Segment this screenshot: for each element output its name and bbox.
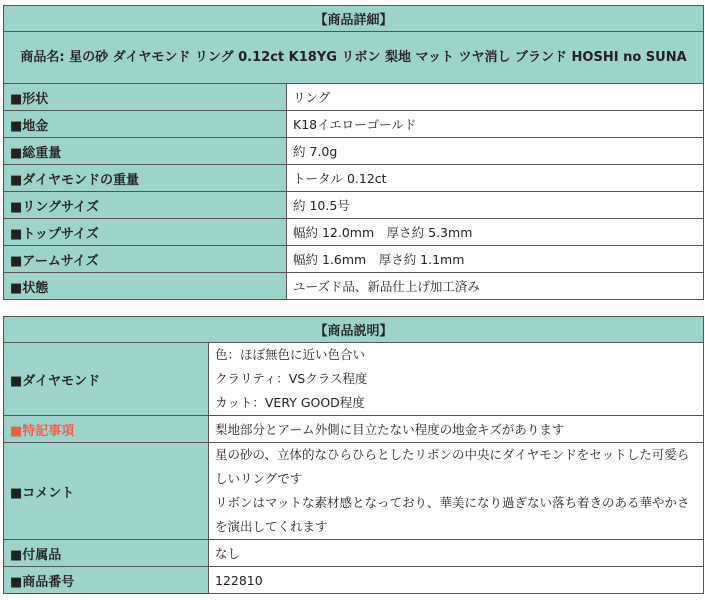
notes-value: 梨地部分とアーム外側に目立たない程度の地金キズがあります <box>209 416 704 443</box>
description-row-notes <box>4 416 704 443</box>
detail-value: リング <box>287 84 704 111</box>
detail-label: ■総重量 <box>4 138 287 165</box>
detail-label: ■形状 <box>4 84 287 111</box>
detail-row-condition <box>4 273 704 300</box>
accessories-value: なし <box>209 540 704 567</box>
detail-value: トータル 0.12ct <box>287 165 704 192</box>
comment-text <box>209 443 704 540</box>
detail-value: 約 7.0g <box>287 138 704 165</box>
diamond-clarity-line: クラリティ：VSクラス程度 <box>215 371 368 386</box>
detail-label: ■状態 <box>4 273 287 300</box>
detail-label: ■リングサイズ <box>4 192 287 219</box>
diamond-spec-list <box>209 343 704 416</box>
item-number-label: ■商品番号 <box>4 567 209 594</box>
detail-row-total-weight <box>4 138 704 165</box>
detail-row-top-size <box>4 219 704 246</box>
description-row-diamond <box>4 343 704 416</box>
details-header: 【商品詳細】 <box>4 6 704 32</box>
detail-row-ring-size <box>4 192 704 219</box>
detail-value: K18イエローゴールド <box>287 111 704 138</box>
description-row-accessories <box>4 540 704 567</box>
description-row-item-number <box>4 567 704 594</box>
description-row-comment <box>4 443 704 540</box>
detail-label: ■アームサイズ <box>4 246 287 273</box>
product-details-table <box>3 5 704 300</box>
detail-label: ■ダイヤモンドの重量 <box>4 165 287 192</box>
detail-label: ■地金 <box>4 111 287 138</box>
detail-value: ユーズド品、新品仕上げ加工済み <box>287 273 704 300</box>
accessories-label: ■付属品 <box>4 540 209 567</box>
product-title: 商品名: 星の砂 ダイヤモンド リング 0.12ct K18YG リボン 梨地 マット ツヤ消し ブランド HOSHI no SUNA <box>4 32 704 84</box>
detail-value: 幅約 12.0mm 厚さ約 5.3mm <box>287 219 704 246</box>
description-label: ■ダイヤモンド <box>4 343 209 416</box>
comment-line: 星の砂の、立体的なひらひらとしたリボンの中央にダイヤモンドをセットした可愛らしいリングです <box>215 447 690 486</box>
product-description-table <box>3 316 704 594</box>
detail-row-shape <box>4 84 704 111</box>
comment-line: リボンはマットな素材感となっており、華美になり過ぎない落ち着きのある華やかさを演出してくれます <box>215 495 690 534</box>
notes-label: ■特記事項 <box>4 416 209 443</box>
detail-row-metal <box>4 111 704 138</box>
detail-value: 約 10.5号 <box>287 192 704 219</box>
detail-row-diamond-weight <box>4 165 704 192</box>
item-number-value: 122810 <box>209 567 704 594</box>
detail-label: ■トップサイズ <box>4 219 287 246</box>
diamond-cut-line: カット：VERY GOOD程度 <box>215 395 365 410</box>
diamond-color-line: 色：ほぼ無色に近い色合い <box>215 347 366 362</box>
detail-value: 幅約 1.6mm 厚さ約 1.1mm <box>287 246 704 273</box>
description-header: 【商品説明】 <box>4 317 704 343</box>
comment-label: ■コメント <box>4 443 209 540</box>
detail-row-arm-size <box>4 246 704 273</box>
